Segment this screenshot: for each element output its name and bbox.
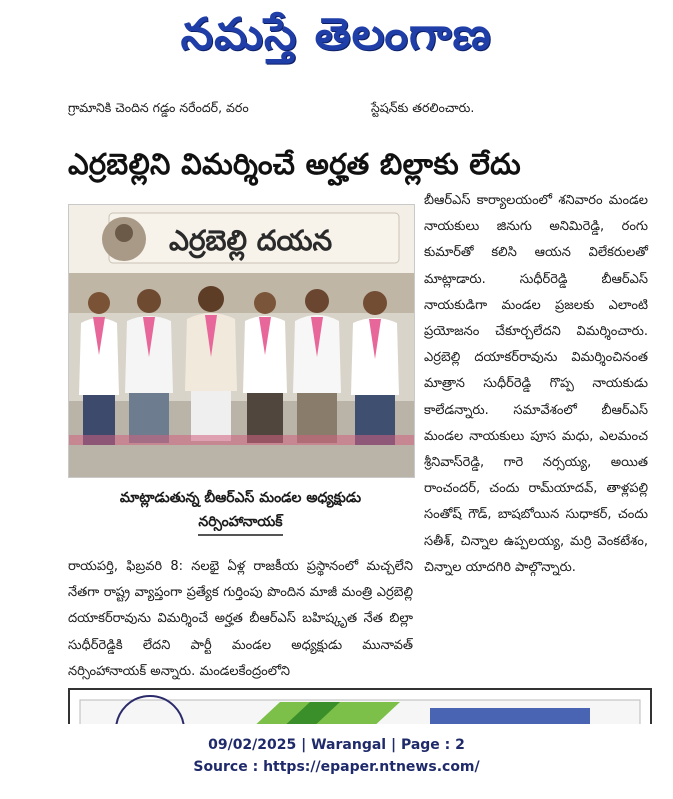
carryover-left-text: గ్రామానికి చెందిన గడ్డం నరేందర్, వరం	[68, 100, 249, 115]
caption-line-2: నర్సింహానాయక్	[198, 510, 282, 536]
photo-caption	[68, 486, 413, 542]
masthead	[0, 0, 673, 80]
left-column-text: రాయపర్తి, ఫిబ్రవరి 8: నలభై ఏళ్ల రాజకీయ ప్రస్థానంలో మచ్చలేని నేతగా రాష్ట్ర వ్యాప్తంగా ప్రత్యేక గుర్తింపు పొందిన మాజీ మంత్రి ఎర్రబెల్లి దయాకర్‌రావును విమర్శించే అర్హత బీఆర్‌ఎస్ బహిష్కృత నేత బిల్లా సుధీర్‌రెడ్డికి లేదని పార్టీ మండల అధ్యక్షుడు మునావత్ నర్సింహానాయక్ అన్నారు. మండలకేంద్రంలోని	[68, 559, 413, 679]
photo-banner-text: ఎర్రబెల్లి దయన	[169, 224, 333, 257]
article-body-left-column	[68, 554, 413, 685]
article-headline: ఎర్రబెల్లిని విమర్శించే అర్హత బిల్లాకు లేదు	[68, 147, 521, 182]
edition-info: 09/02/2025 | Warangal | Page : 2	[208, 737, 465, 753]
news-article	[68, 92, 648, 692]
press-meet-photo	[68, 204, 415, 478]
page-footer	[0, 734, 673, 778]
newspaper-logo: నమస్తే తెలంగాణ	[180, 9, 493, 60]
carryover-line	[68, 100, 648, 120]
ad-graphic	[70, 690, 650, 724]
cropped-advertisement-strip	[68, 688, 652, 724]
right-column-text: బీఆర్‌ఎస్ కార్యాలయంలో శనివారం మండల నాయకులు జినుగు అనిమిరెడ్డి, రంగు కుమార్‌తో కలిసి ఆయన విలేకరులతో మాట్లాడారు. సుధీర్‌రెడ్డి బీఆర్‌ఎస్ నాయకుడిగా మండల ప్రజలకు ఎలాంటి ప్రయోజనం చేకూర్చలేదని విమర్శించారు. ఎర్రబెల్లి దయాకర్‌రావును విమర్శించినంత మాత్రాన సుధీర్‌రెడ్డి గొప్ప నాయకుడు కాలేడన్నారు. సమావేశంలో బీఆర్‌ఎస్ మండల నాయకులు పూస మధు, ఎలమంచ శ్రీనివాస్‌రెడ్డి, గారె నర్సయ్య, అయిత రాంచందర్, చందు రామ్‌యాదవ్, తాళ్లపల్లి సంతోష్ గౌడ్, బాషబోయిన సుధాకర్, చందు సతీశ్, చిన్నాల ఉప్పలయ్య, మర్రి వెంకటేశం, చిన్నాల యాదగిరి పాల్గొన్నారు.	[424, 193, 648, 575]
carryover-right-text: స్టేషన్‌కు తరలించారు.	[371, 100, 475, 115]
caption-line-1: మాట్లాడుతున్న బీఆర్‌ఎస్ మండల అధ్యక్షుడు	[119, 490, 362, 506]
source-link[interactable]: Source : https://epaper.ntnews.com/	[193, 759, 480, 775]
article-body-right-column	[424, 188, 648, 581]
photo-illustration	[69, 205, 414, 477]
